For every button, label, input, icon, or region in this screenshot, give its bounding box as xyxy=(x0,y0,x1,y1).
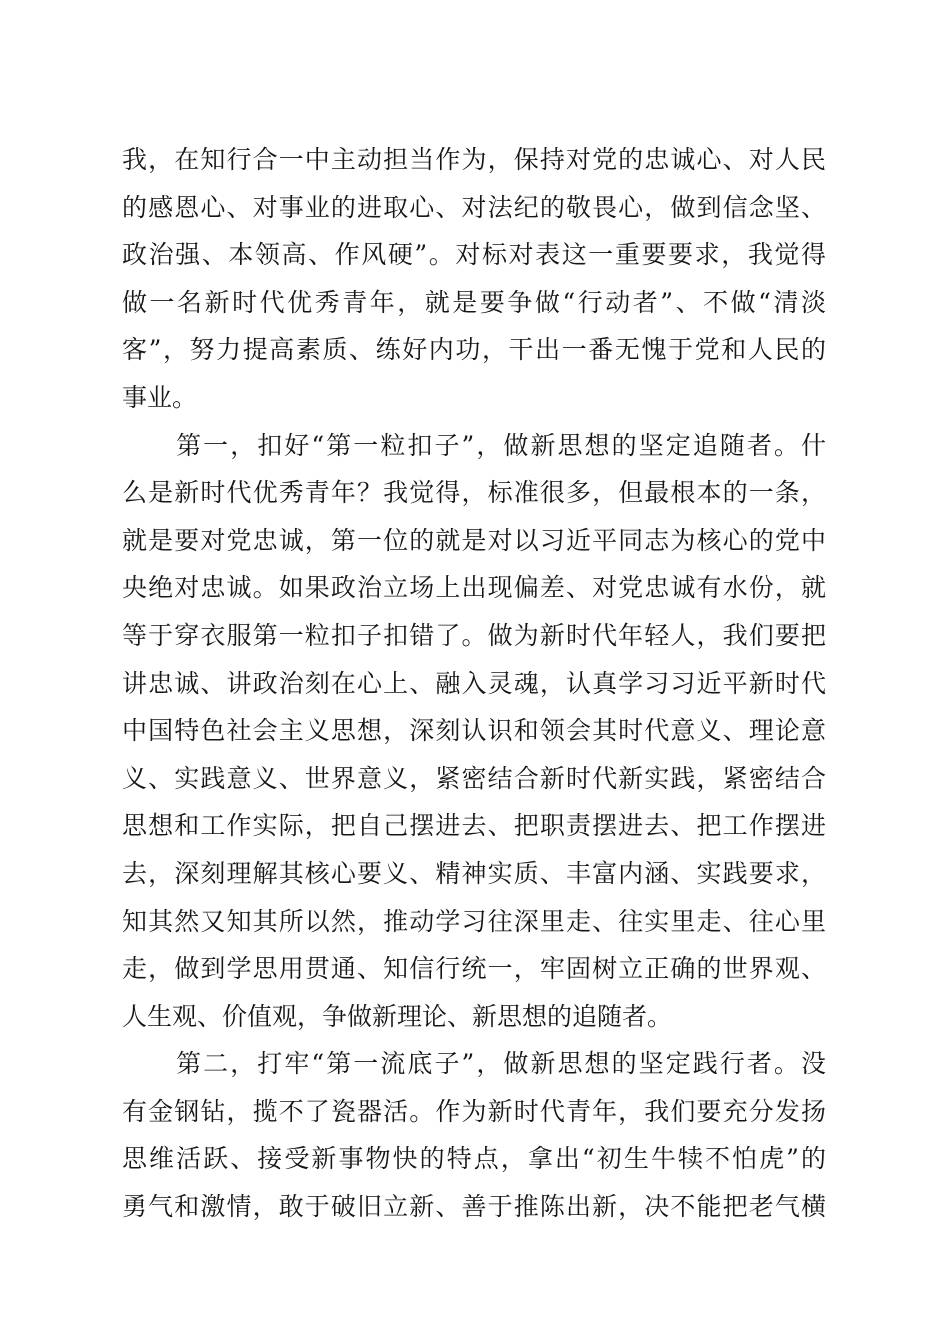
text-line: 人生观、价值观，争做新理论、新思想的追随者。 xyxy=(122,1001,673,1031)
text-line: 去，深刻理解其核心要义、精神实质、丰富内涵、实践要求， xyxy=(122,858,826,888)
text-line: 就是要对党忠诚，第一位的就是对以习近平同志为核心的党中 xyxy=(122,525,826,555)
text-line: 第一，扣好“第一粒扣子”，做新思想的坚定追随者。什 xyxy=(122,430,826,460)
text-line: 事业。 xyxy=(122,382,198,412)
text-line: 么是新时代优秀青年？我觉得，标准很多，但最根本的一条， xyxy=(122,478,826,508)
text-line: 第二，打牢“第一流底子”，做新思想的坚定践行者。没 xyxy=(122,1049,826,1079)
text-line: 讲忠诚、讲政治刻在心上、融入灵魂，认真学习习近平新时代 xyxy=(122,668,826,698)
text-line: 走，做到学思用贯通、知信行统一，牢固树立正确的世界观、 xyxy=(122,954,826,984)
text-line: 有金钢钻，揽不了瓷器活。作为新时代青年，我们要充分发扬 xyxy=(122,1096,826,1126)
text-line: 政治强、本领高、作风硬”。对标对表这一重要要求，我觉得 xyxy=(122,240,826,270)
text-line: 义、实践意义、世界意义，紧密结合新时代新实践，紧密结合 xyxy=(122,763,826,793)
text-line: 思维活跃、接受新事物快的特点，拿出“初生牛犊不怕虎”的 xyxy=(122,1144,826,1174)
text-line: 我，在知行合一中主动担当作为，保持对党的忠诚心、对人民 xyxy=(122,145,826,174)
text-line: 等于穿衣服第一粒扣子扣错了。做为新时代年轻人，我们要把 xyxy=(122,620,826,650)
text-line: 客”，努力提高素质、练好内功，干出一番无愧于党和人民的 xyxy=(122,335,826,365)
text-line: 知其然又知其所以然，推动学习往深里走、往实里走、往心里 xyxy=(122,906,826,936)
text-line: 思想和工作实际，把自己摆进去、把职责摆进去、把工作摆进 xyxy=(122,811,826,841)
text-line: 央绝对忠诚。如果政治立场上出现偏差、对党忠诚有水份，就 xyxy=(122,573,826,603)
text-line: 做一名新时代优秀青年，就是要争做“行动者”、不做“清淡 xyxy=(122,287,826,317)
body-text xyxy=(122,136,826,1231)
text-line: 的感恩心、对事业的进取心、对法纪的敬畏心，做到信念坚、 xyxy=(122,192,826,222)
text-line: 中国特色社会主义思想，深刻认识和领会其时代意义、理论意 xyxy=(122,716,826,746)
text-line: 勇气和激情，敢于破旧立新、善于推陈出新，决不能把老气横 xyxy=(122,1192,826,1222)
